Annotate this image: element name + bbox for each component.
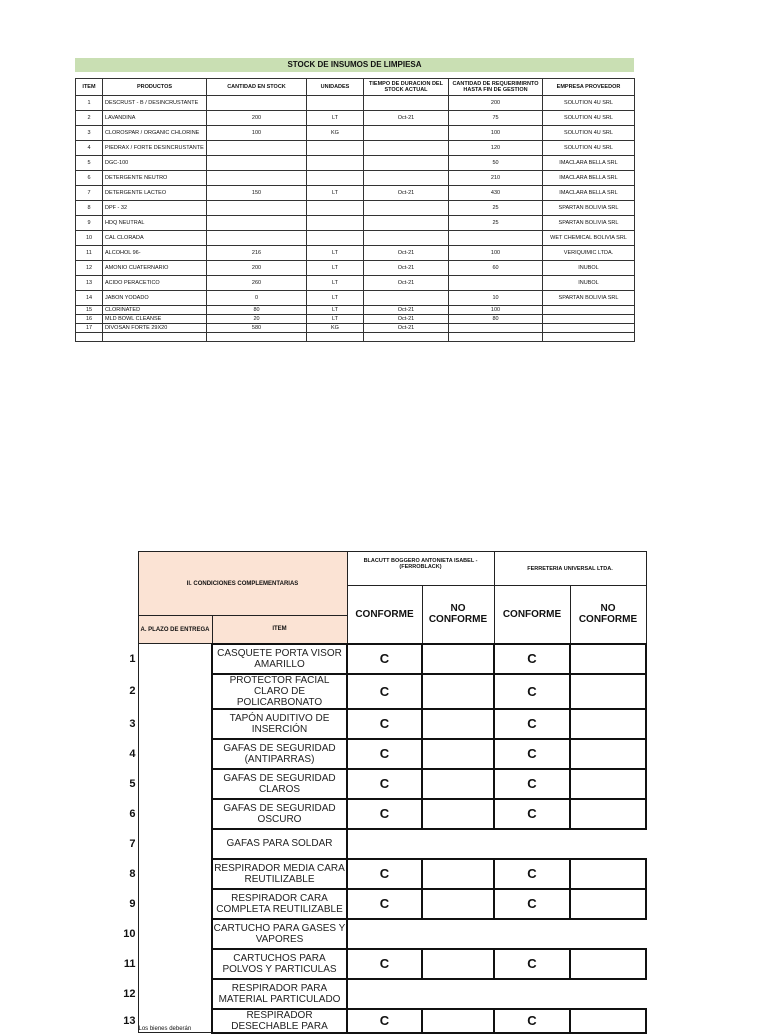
col-header-tiempo: TIEMPO DE DURACION DEL STOCK ACTUAL — [364, 79, 449, 96]
vendor2-conforme-cell: C — [494, 859, 570, 889]
cell-cantidad — [207, 201, 307, 216]
stock-row — [76, 315, 635, 324]
stock-row — [76, 96, 635, 111]
cell-unidades: LT — [307, 315, 364, 324]
cell-tiempo: Oct-21 — [364, 324, 449, 333]
item-label: RESPIRADOR MEDIA CARA REUTILIZABLE — [212, 859, 347, 889]
cell-producto: ACIDO PERACETICO — [103, 276, 207, 291]
cell-tiempo: Oct-21 — [364, 306, 449, 315]
cell-item: 17 — [76, 324, 103, 333]
cell-cantidad — [207, 216, 307, 231]
cell-tiempo: Oct-21 — [364, 246, 449, 261]
cell-unidades — [307, 333, 364, 342]
vendor1-no-conforme-cell — [422, 799, 494, 829]
cell-producto: CLOROSPAR / ORGANIC CHLORINE — [103, 126, 207, 141]
plazo-note: Los bienes deberán — [138, 644, 212, 1033]
vendor2-no-conforme-cell — [570, 769, 646, 799]
cell-unidades — [307, 231, 364, 246]
vendor2-no-conforme-cell — [570, 889, 646, 919]
vendor1-no-conforme-cell — [422, 949, 494, 979]
cell-requerimiento: 50 — [449, 156, 543, 171]
cell-cantidad — [207, 141, 307, 156]
cell-requerimiento: 210 — [449, 171, 543, 186]
cell-cantidad: 20 — [207, 315, 307, 324]
cell-requerimiento: 60 — [449, 261, 543, 276]
vendor2-no-conforme-cell — [570, 674, 646, 709]
cell-requerimiento: 430 — [449, 186, 543, 201]
cell-unidades — [307, 96, 364, 111]
vendor2-conforme-cell: C — [494, 644, 570, 674]
cell-producto: PIEDRAX / FORTE DESINCRUSTANTE — [103, 141, 207, 156]
cell-proveedor: SPARTAN BOLIVIA SRL — [543, 291, 635, 306]
stock-row — [76, 126, 635, 141]
cell-cantidad: 216 — [207, 246, 307, 261]
col-header-requerimiento: CANTIDAD DE REQUERIMIRNTO HASTA FIN DE GESTION — [449, 79, 543, 96]
cell-item — [76, 333, 103, 342]
item-label: TAPÓN AUDITIVO DE INSERCIÓN — [212, 709, 347, 739]
col-header-proveedor: EMPRESA PROVEEDOR — [543, 79, 635, 96]
item-label: RESPIRADOR PARA MATERIAL PARTICULADO — [212, 979, 347, 1009]
cell-cantidad: 260 — [207, 276, 307, 291]
row-number: 9 — [129, 897, 136, 910]
cell-item: 13 — [76, 276, 103, 291]
col-header-cantidad: CANTIDAD EN STOCK — [207, 79, 307, 96]
cell-unidades — [307, 171, 364, 186]
row-number: 13 — [123, 1014, 136, 1027]
vendor1-conforme: CONFORME — [347, 586, 422, 644]
cell-proveedor — [543, 333, 635, 342]
stock-row — [76, 201, 635, 216]
vendor2-no-conforme-cell — [570, 949, 646, 979]
plazo-header: A. PLAZO DE ENTREGA — [138, 616, 212, 644]
cell-tiempo — [364, 126, 449, 141]
vendor1-conforme-cell: C — [347, 674, 422, 709]
cell-item: 14 — [76, 291, 103, 306]
cell-item: 10 — [76, 231, 103, 246]
item-label: CARTUCHO PARA GASES Y VAPORES — [212, 919, 347, 949]
cell-unidades — [307, 216, 364, 231]
cell-producto: CAL CLORADA — [103, 231, 207, 246]
row-number: 12 — [123, 987, 136, 1000]
cell-producto: HDQ NEUTRAL — [103, 216, 207, 231]
cell-requerimiento: 100 — [449, 306, 543, 315]
stock-row — [76, 246, 635, 261]
cell-unidades — [307, 156, 364, 171]
vendor1-no-conforme-cell — [422, 1009, 494, 1033]
cell-proveedor: SPARTAN BOLIVIA SRL — [543, 201, 635, 216]
cell-producto: AMONIO CUATERNARIO — [103, 261, 207, 276]
cell-producto: DPF - 32 — [103, 201, 207, 216]
cell-tiempo — [364, 141, 449, 156]
vendor1-no-conforme-cell — [422, 674, 494, 709]
vendor2-no-conforme-cell — [570, 859, 646, 889]
row-number: 11 — [123, 957, 136, 970]
cell-requerimiento: 25 — [449, 216, 543, 231]
cell-tiempo — [364, 216, 449, 231]
empty-result-cell — [347, 919, 646, 949]
vendor2-no-conforme-cell — [570, 709, 646, 739]
cell-tiempo — [364, 333, 449, 342]
cell-proveedor: SOLUTION 4U SRL — [543, 96, 635, 111]
cell-item: 7 — [76, 186, 103, 201]
cell-cantidad — [207, 333, 307, 342]
stock-row — [76, 324, 635, 333]
cell-item: 4 — [76, 141, 103, 156]
cell-item: 2 — [76, 111, 103, 126]
vendor1-no-conforme-cell — [422, 889, 494, 919]
stock-row — [76, 306, 635, 315]
item-label: GAFAS DE SEGURIDAD OSCURO — [212, 799, 347, 829]
cell-proveedor — [543, 306, 635, 315]
cell-producto: JABON YODADO — [103, 291, 207, 306]
cell-requerimiento — [449, 276, 543, 291]
item-label: PROTECTOR FACIAL CLARO DE POLICARBONATO — [212, 674, 347, 709]
vendor1-conforme-cell: C — [347, 949, 422, 979]
cell-requerimiento — [449, 333, 543, 342]
vendor2-no-conforme-cell — [570, 739, 646, 769]
vendor1-conforme-cell: C — [347, 769, 422, 799]
stock-row — [76, 276, 635, 291]
cell-item: 5 — [76, 156, 103, 171]
cell-tiempo — [364, 231, 449, 246]
cell-cantidad: 0 — [207, 291, 307, 306]
conditions-table — [116, 551, 647, 1034]
vendor1-conforme-cell: C — [347, 859, 422, 889]
cell-item: 9 — [76, 216, 103, 231]
cell-item: 15 — [76, 306, 103, 315]
item-label: GAFAS DE SEGURIDAD CLAROS — [212, 769, 347, 799]
row-number: 7 — [129, 837, 136, 850]
cell-tiempo — [364, 96, 449, 111]
vendor1-conforme-cell: C — [347, 799, 422, 829]
item-label: CARTUCHOS PARA POLVOS Y PARTICULAS — [212, 949, 347, 979]
cell-requerimiento: 120 — [449, 141, 543, 156]
stock-header-row — [76, 79, 635, 96]
cell-item: 8 — [76, 201, 103, 216]
cell-proveedor: SPARTAN BOLIVIA SRL — [543, 216, 635, 231]
stock-row — [76, 216, 635, 231]
cell-proveedor: SOLUTION 4U SRL — [543, 126, 635, 141]
empty-result-cell — [347, 829, 646, 859]
row-number: 8 — [129, 867, 136, 880]
cell-tiempo: Oct-21 — [364, 111, 449, 126]
vendor1-conforme-cell: C — [347, 1009, 422, 1033]
cell-requerimiento: 75 — [449, 111, 543, 126]
vendor1-no-conforme: NO CONFORME — [422, 586, 494, 644]
cell-proveedor: IMACLARA BELLA SRL — [543, 186, 635, 201]
cell-proveedor: IMACLARA BELLA SRL — [543, 156, 635, 171]
vendor1-no-conforme-cell — [422, 644, 494, 674]
vendor1-no-conforme-cell — [422, 859, 494, 889]
vendor2-no-conforme: NO CONFORME — [570, 586, 646, 644]
vendor1-conforme-cell: C — [347, 709, 422, 739]
cell-unidades: LT — [307, 186, 364, 201]
cell-cantidad — [207, 231, 307, 246]
cell-tiempo: Oct-21 — [364, 315, 449, 324]
col-header-unidades: UNIDADES — [307, 79, 364, 96]
cell-producto: LAVANDINA — [103, 111, 207, 126]
empty-result-cell — [347, 979, 646, 1009]
cell-proveedor: SOLUTION 4U SRL — [543, 141, 635, 156]
cell-unidades: LT — [307, 276, 364, 291]
vendor2-conforme: CONFORME — [494, 586, 570, 644]
vendor1-conforme-cell: C — [347, 644, 422, 674]
cell-unidades: LT — [307, 306, 364, 315]
cell-cantidad: 80 — [207, 306, 307, 315]
vendor1-no-conforme-cell — [422, 709, 494, 739]
section-title: II. CONDICIONES COMPLEMENTARIAS — [138, 552, 347, 616]
stock-row — [76, 333, 635, 342]
cell-item: 16 — [76, 315, 103, 324]
cell-item: 3 — [76, 126, 103, 141]
cell-cantidad — [207, 156, 307, 171]
stock-row — [76, 141, 635, 156]
stock-section — [75, 58, 634, 342]
cell-cantidad: 200 — [207, 111, 307, 126]
cell-cantidad: 580 — [207, 324, 307, 333]
stock-table — [75, 78, 635, 342]
cell-requerimiento: 10 — [449, 291, 543, 306]
row-number: 1 — [129, 652, 136, 665]
stock-row — [76, 291, 635, 306]
cell-requerimiento — [449, 324, 543, 333]
vendor2-conforme-cell: C — [494, 799, 570, 829]
cell-item: 1 — [76, 96, 103, 111]
cell-cantidad: 150 — [207, 186, 307, 201]
cell-requerimiento: 200 — [449, 96, 543, 111]
stock-row — [76, 171, 635, 186]
cell-tiempo: Oct-21 — [364, 261, 449, 276]
cell-producto — [103, 333, 207, 342]
cell-cantidad — [207, 171, 307, 186]
cell-tiempo — [364, 171, 449, 186]
cell-tiempo — [364, 291, 449, 306]
cell-producto: DESCRUST - B / DESINCRUSTANTE — [103, 96, 207, 111]
cell-producto: DGC-100 — [103, 156, 207, 171]
cell-producto: MLD BOWL CLEANSE — [103, 315, 207, 324]
cell-proveedor: IMACLARA BELLA SRL — [543, 171, 635, 186]
vendor2-no-conforme-cell — [570, 1009, 646, 1033]
vendor2-conforme-cell: C — [494, 1009, 570, 1033]
cell-tiempo: Oct-21 — [364, 186, 449, 201]
cell-unidades — [307, 141, 364, 156]
cell-requerimiento: 25 — [449, 201, 543, 216]
cell-item: 11 — [76, 246, 103, 261]
vendor1-conforme-cell: C — [347, 739, 422, 769]
vendor2-conforme-cell: C — [494, 889, 570, 919]
cell-requerimiento: 100 — [449, 246, 543, 261]
cell-tiempo: Oct-21 — [364, 276, 449, 291]
cell-cantidad — [207, 96, 307, 111]
cell-producto: DETERGENTE NEUTRO — [103, 171, 207, 186]
vendor1-conforme-cell: C — [347, 889, 422, 919]
item-label: RESPIRADOR DESECHABLE PARA — [212, 1009, 347, 1033]
vendor2-conforme-cell: C — [494, 769, 570, 799]
cell-proveedor: VERIQUIMIC LTDA. — [543, 246, 635, 261]
col-header-item: ITEM — [76, 79, 103, 96]
stock-row — [76, 186, 635, 201]
item-header: ITEM — [212, 616, 347, 644]
cell-producto: CLORINATED — [103, 306, 207, 315]
col-header-productos: PRODUCTOS — [103, 79, 207, 96]
cell-unidades: LT — [307, 291, 364, 306]
row-number: 5 — [129, 777, 136, 790]
cell-proveedor: INUBOL — [543, 261, 635, 276]
vendor2-no-conforme-cell — [570, 799, 646, 829]
vendor1-header: BLACUTT BOGGERO ANTONIETA ISABEL - (FERROBLACK) — [347, 552, 494, 586]
cell-tiempo — [364, 156, 449, 171]
vendor2-conforme-cell: C — [494, 739, 570, 769]
item-label: CASQUETE PORTA VISOR AMARILLO — [212, 644, 347, 674]
cell-proveedor — [543, 315, 635, 324]
cell-proveedor: SOLUTION 4U SRL — [543, 111, 635, 126]
vendor1-no-conforme-cell — [422, 739, 494, 769]
stock-row — [76, 231, 635, 246]
row-number: 2 — [129, 685, 136, 697]
item-label: RESPIRADOR CARA COMPLETA REUTILIZABLE — [212, 889, 347, 919]
cell-proveedor: WET CHEMICAL BOLIVIA SRL — [543, 231, 635, 246]
cell-item: 6 — [76, 171, 103, 186]
conditions-section — [116, 551, 646, 1034]
vendor1-no-conforme-cell — [422, 769, 494, 799]
row-number: 3 — [129, 717, 136, 730]
cell-requerimiento — [449, 231, 543, 246]
row-number: 10 — [123, 927, 136, 940]
cell-unidades: KG — [307, 126, 364, 141]
cell-producto: DIVOSAN FORTE 29X20 — [103, 324, 207, 333]
cell-proveedor: INUBOL — [543, 276, 635, 291]
stock-row — [76, 156, 635, 171]
cell-cantidad: 100 — [207, 126, 307, 141]
cell-requerimiento: 80 — [449, 315, 543, 324]
cell-item: 12 — [76, 261, 103, 276]
cell-unidades — [307, 201, 364, 216]
row-number: 6 — [129, 807, 136, 820]
cell-unidades: KG — [307, 324, 364, 333]
stock-row — [76, 261, 635, 276]
vendor2-no-conforme-cell — [570, 644, 646, 674]
item-label: GAFAS PARA SOLDAR — [212, 829, 347, 859]
stock-title: STOCK DE INSUMOS DE LIMPIESA — [75, 58, 634, 72]
cell-requerimiento: 100 — [449, 126, 543, 141]
vendor2-conforme-cell: C — [494, 709, 570, 739]
vendor2-conforme-cell: C — [494, 674, 570, 709]
cell-cantidad: 200 — [207, 261, 307, 276]
condition-row — [116, 644, 646, 674]
cell-unidades: LT — [307, 261, 364, 276]
cell-producto: DETERGENTE LACTEO — [103, 186, 207, 201]
cell-producto: ALCOHOL 96- — [103, 246, 207, 261]
cell-proveedor — [543, 324, 635, 333]
cell-unidades: LT — [307, 246, 364, 261]
cell-tiempo — [364, 201, 449, 216]
stock-row — [76, 111, 635, 126]
vendor2-conforme-cell: C — [494, 949, 570, 979]
cell-unidades: LT — [307, 111, 364, 126]
item-label: GAFAS DE SEGURIDAD (ANTIPARRAS) — [212, 739, 347, 769]
row-number: 4 — [129, 747, 136, 760]
vendor2-header: FERRETERIA UNIVERSAL LTDA. — [494, 552, 646, 586]
